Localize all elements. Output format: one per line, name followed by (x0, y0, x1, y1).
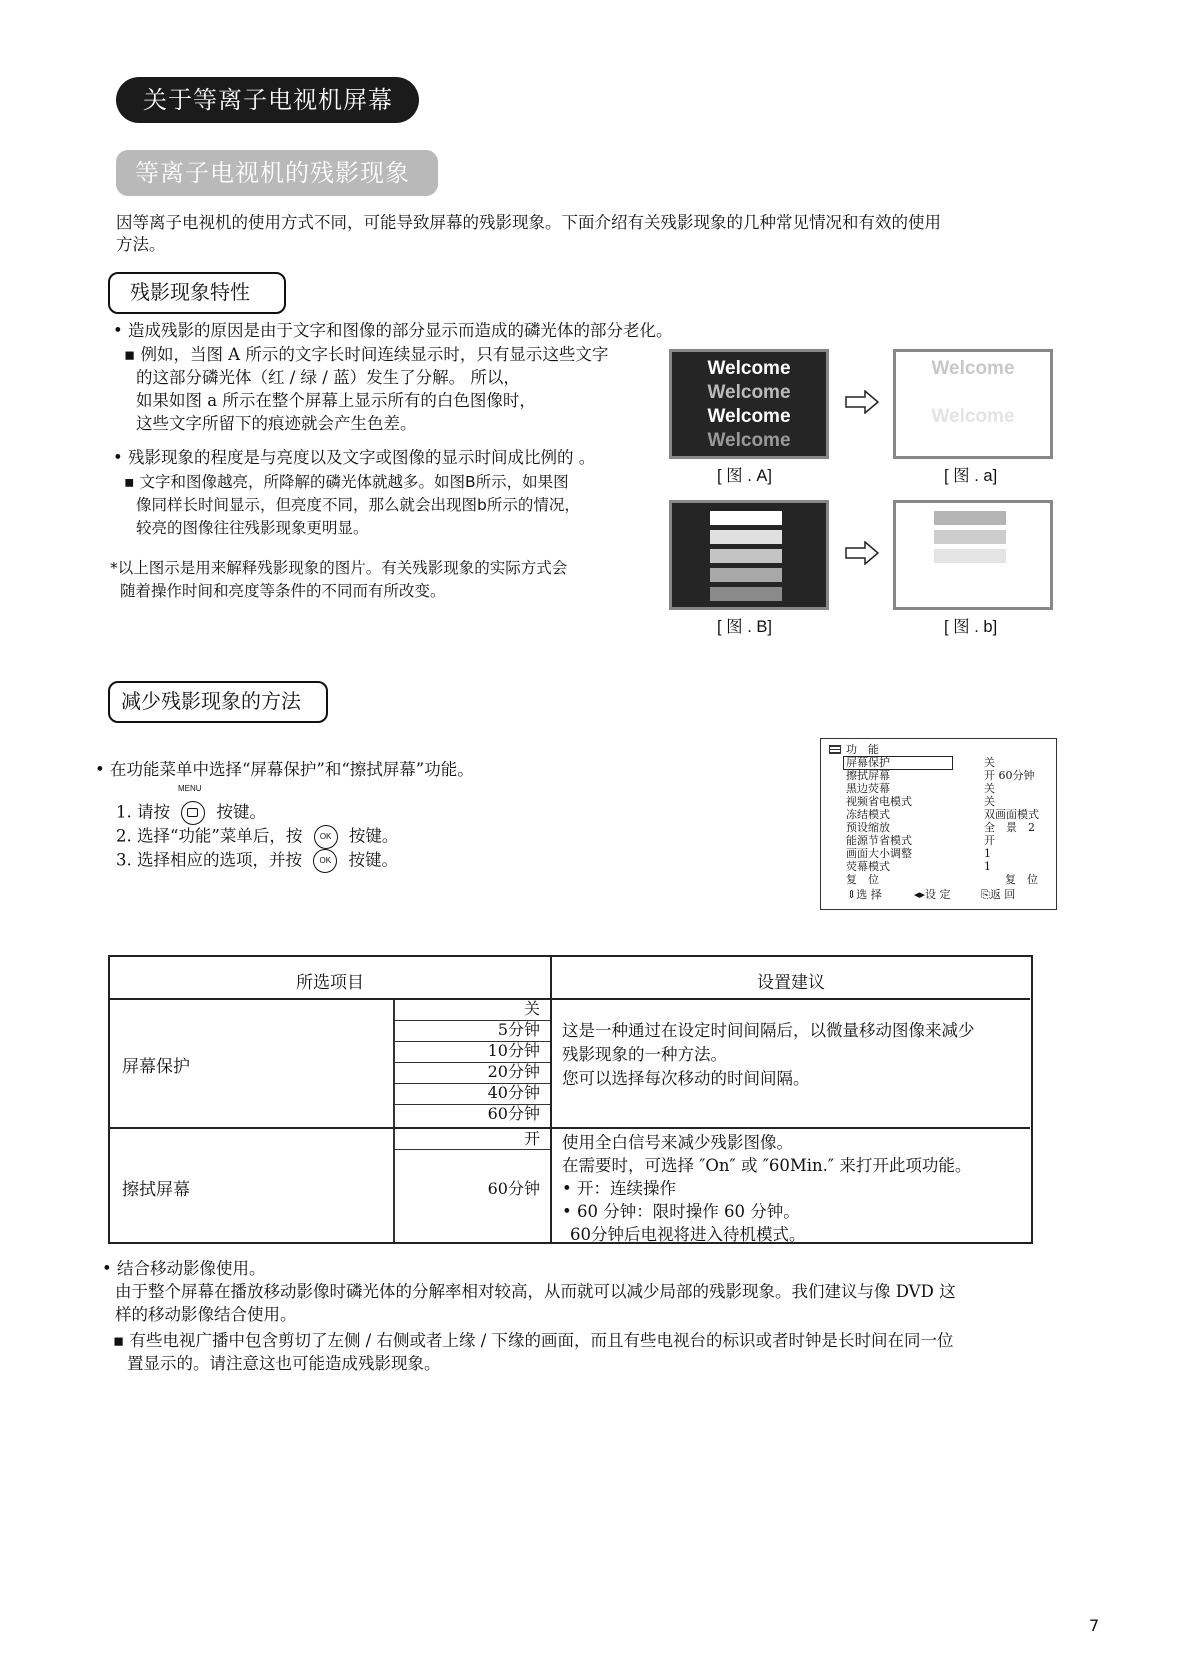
figure-A-caption: [ 图 . A] (717, 467, 773, 485)
osd-item-label: 能源节省模式 (846, 834, 912, 847)
osd-menu (820, 738, 1057, 910)
settings-table (108, 955, 1033, 1244)
option-item: 关 (523, 999, 540, 1018)
figure-B-bar-4 (710, 568, 782, 582)
page-number: 7 (1089, 1616, 1100, 1635)
row2-desc-bullet-text: 开：连续操作 (576, 1179, 676, 1198)
osd-item-label: 擦拭屏幕 (846, 769, 890, 782)
table-divider (110, 998, 1030, 1000)
sub-bullet-example-2: 的这部分磷光体（红 / 绿 / 蓝）发生了分解。 所以， (136, 368, 520, 387)
row2-desc-bullet-text: 60 分钟：限时操作 60 分钟。 (576, 1202, 800, 1221)
figure-b-screen (893, 500, 1053, 610)
osd-footer-set-text: 设 定 (925, 888, 951, 901)
figure-b-bar-2 (934, 530, 1006, 544)
osd-item-value: 关 (984, 795, 995, 808)
row2-desc-line: 在需要时，可选择 ″On″ 或 ″60Min.″ 来打开此项功能。 (562, 1156, 972, 1175)
bullet-menu: • 在功能菜单中选择“屏幕保护”和“擦拭屏幕”功能。 (95, 760, 474, 779)
table-header-advice: 设置建议 (757, 973, 825, 993)
row2-desc-line: • 60 分钟：限时操作 60 分钟。 (562, 1202, 800, 1221)
osd-item-label: 画面大小调整 (846, 847, 912, 860)
osd-item-value: 1 (984, 847, 991, 860)
figure-A-word-3: Welcome (707, 406, 791, 427)
menu-list-icon (829, 745, 841, 754)
step-1-text-a: 1. 请按 (116, 802, 170, 822)
row1-desc (562, 1019, 975, 1091)
sub-bullet-example-1-text: 例如，当图 A 所示的文字长时间连续显示时，只有显示这些文字 (140, 345, 609, 364)
figure-b-bar-1 (934, 511, 1006, 525)
osd-item-value: 双画面模式 (984, 808, 1039, 821)
return-icon: ⎘ (981, 888, 990, 901)
figure-b-bar-3 (934, 549, 1006, 563)
step-2-text-a: 2. 选择“功能”菜单后，按 (116, 826, 303, 846)
option-item: 40分钟 (487, 1083, 540, 1102)
note-line-2: 随着操作时间和亮度等条件的不同而有所改变。 (120, 582, 446, 600)
osd-item-value: 开 60分钟 (984, 769, 1035, 782)
osd-item-value: 1 (984, 860, 991, 873)
osd-footer-select (847, 888, 882, 901)
osd-item-value: 开 (984, 834, 995, 847)
row2-desc-line: 60分钟后电视将进入待机模式。 (570, 1225, 806, 1244)
bullet-moving-image-text: 结合移动影像使用。 (116, 1259, 266, 1278)
arrow-right-icon (845, 541, 879, 565)
osd-footer-select-text: 选 择 (856, 888, 882, 901)
bullet-cause: • 造成残影的原因是由于文字和图像的部分显示而造成的磷光体的部分老化。 (113, 321, 673, 340)
menu-button-label: MENU (178, 784, 202, 793)
menu-button-icon (181, 801, 205, 825)
option-item: 20分钟 (487, 1062, 540, 1081)
figure-a-screen (893, 349, 1053, 459)
up-down-arrow-icon: ⇕ (847, 888, 857, 901)
step-3-text-b: 按键。 (348, 850, 398, 870)
sub-bullet-broadcast-2: 置显示的。请注意这也可能造成残影现象。 (127, 1354, 441, 1373)
figure-A-word-1: Welcome (707, 358, 791, 379)
arrow-right-icon (845, 390, 879, 414)
table-header-item: 所选项目 (296, 973, 364, 993)
section-heading-characteristics: 残影现象特性 (108, 272, 286, 314)
row-label-wipe: 擦拭屏幕 (122, 1180, 190, 1200)
osd-item-value: 全 景 2 (984, 821, 1035, 834)
figure-B-bar-3 (710, 549, 782, 563)
figure-B-caption: [ 图 . B] (717, 618, 773, 636)
ok-button-icon: OK (314, 825, 338, 849)
figure-A-word-4: Welcome (707, 430, 791, 451)
figure-B-bar-1 (710, 511, 782, 525)
osd-item-label: 冻结模式 (846, 808, 890, 821)
bullet-cause-text: 造成残影的原因是由于文字和图像的部分显示而造成的磷光体的部分老化。 (127, 321, 673, 340)
row1-desc-line: 残影现象的一种方法。 (562, 1045, 727, 1064)
osd-item-value: 复 位 (1005, 873, 1038, 886)
osd-item-value: 关 (984, 782, 995, 795)
section-heading-methods: 减少残影现象的方法 (108, 681, 328, 723)
figure-a-caption: [ 图 . a] (944, 467, 998, 485)
figure-A-screen (669, 349, 829, 459)
osd-item-label: 黑边荧幕 (846, 782, 890, 795)
sub-bullet-example-3: 如果如图 a 所示在整个屏幕上显示所有的白色图像时， (136, 391, 536, 410)
sub-bullet-bright-1: ▪ 文字和图像越亮，所降解的磷光体就越多。如图B所示，如果图 (124, 473, 569, 491)
figure-B-bar-2 (710, 530, 782, 544)
row1-options (394, 999, 550, 1127)
option-item: 60分钟 (487, 1104, 540, 1123)
osd-item-label: 复 位 (846, 873, 879, 886)
left-right-arrow-icon: ◂▸ (914, 888, 926, 901)
osd-item-label: 视频省电模式 (846, 795, 912, 808)
step-1-text-b: 按键。 (216, 802, 266, 822)
table-divider (110, 1127, 1030, 1129)
sub-bullet-bright-2: 像同样长时间显示，但亮度不同，那么就会出现图b所示的情况， (136, 496, 580, 514)
figure-a-word-1: Welcome (931, 358, 1015, 379)
step-2 (116, 825, 398, 849)
bullet-degree: • 残影现象的程度是与亮度以及文字或图像的显示时间成比例的 。 (113, 448, 596, 467)
section-title: 等离子电视机的残影现象 (116, 150, 438, 196)
bullet-menu-text: 在功能菜单中选择“屏幕保护”和“擦拭屏幕”功能。 (109, 760, 474, 779)
osd-footer-set (914, 888, 951, 901)
figure-a-word-2: Welcome (931, 406, 1015, 427)
sub-bullet-example-4: 这些文字所留下的痕迹就会产生色差。 (136, 414, 417, 433)
osd-item-label: 荧幕模式 (846, 860, 890, 873)
bullet-degree-text: 残影现象的程度是与亮度以及文字或图像的显示时间成比例的 。 (127, 448, 596, 467)
sub-bullet-bright-1-text: 文字和图像越亮，所降解的磷光体就越多。如图B所示，如果图 (139, 473, 569, 491)
moving-image-line-2: 样的移动影像结合使用。 (115, 1305, 297, 1324)
moving-image-line-1: 由于整个屏幕在播放移动影像时磷光体的分解率相对较高，从而就可以减少局部的残影现象。我们建议与像 DVD 这 (115, 1282, 956, 1301)
row1-desc-line: 这是一种通过在设定时间间隔后，以微量移动图像来减少 (562, 1021, 975, 1040)
note-line-1: *以上图示是用来解释残影现象的图片。有关残影现象的实际方式会 (110, 559, 568, 577)
sub-bullet-bright-3: 较亮的图像往往残影现象更明显。 (136, 519, 369, 537)
osd-item-label: 预设缩放 (846, 821, 890, 834)
figure-B-screen (669, 500, 829, 610)
bullet-moving-image: • 结合移动影像使用。 (102, 1259, 266, 1278)
option-item: 5分钟 (497, 1020, 540, 1039)
row-label-screensaver: 屏幕保护 (122, 1057, 190, 1077)
note-line-1-text: 以上图示是用来解释残影现象的图片。有关残影现象的实际方式会 (117, 559, 568, 577)
figure-B-bar-5 (710, 587, 782, 601)
step-1 (116, 801, 266, 825)
step-3-text-a: 3. 选择相应的选项，并按 (116, 850, 302, 870)
step-3 (116, 849, 398, 873)
row2-desc-line: 使用全白信号来减少残影图像。 (562, 1133, 793, 1152)
intro-line-1: 因等离子电视机的使用方式不同，可能导致屏幕的残影现象。下面介绍有关残影现象的几种常见情况和有效的使用 (116, 213, 941, 232)
figure-b-caption: [ 图 . b] (944, 618, 998, 636)
sub-bullet-example-1: ▪ 例如，当图 A 所示的文字长时间连续显示时，只有显示这些文字 (124, 345, 609, 364)
intro-line-2: 方法。 (116, 235, 166, 254)
figure-A-word-2: Welcome (707, 382, 791, 403)
step-2-text-b: 按键。 (348, 826, 399, 846)
sub-bullet-broadcast-1: ▪ 有些电视广播中包含剪切了左侧 / 右侧或者上缘 / 下缘的画面，而且有些电视台的标识或者时钟是长时间在同一位 (113, 1331, 954, 1350)
osd-menu-title: 功 能 (846, 743, 879, 756)
option-item: 开 (523, 1129, 540, 1148)
ok-button-icon: OK (313, 849, 337, 873)
row2-options (394, 1129, 550, 1242)
row1-desc-line: 您可以选择每次移动的时间间隔。 (562, 1069, 810, 1088)
osd-footer-back (981, 888, 1015, 901)
option-item: 10分钟 (487, 1041, 540, 1060)
page-title: 关于等离子电视机屏幕 (116, 77, 419, 123)
option-item: 60分钟 (487, 1179, 540, 1198)
osd-item-value: 关 (984, 756, 995, 769)
osd-item-label: 屏幕保护 (846, 756, 890, 769)
row2-desc (562, 1131, 971, 1246)
sub-bullet-broadcast-1-text: 有些电视广播中包含剪切了左侧 / 右侧或者上缘 / 下缘的画面，而且有些电视台的标识或者时钟是长时间在同一位 (129, 1331, 954, 1350)
osd-footer-back-text: 返 回 (989, 888, 1016, 901)
row2-desc-line: • 开：连续操作 (562, 1179, 676, 1198)
